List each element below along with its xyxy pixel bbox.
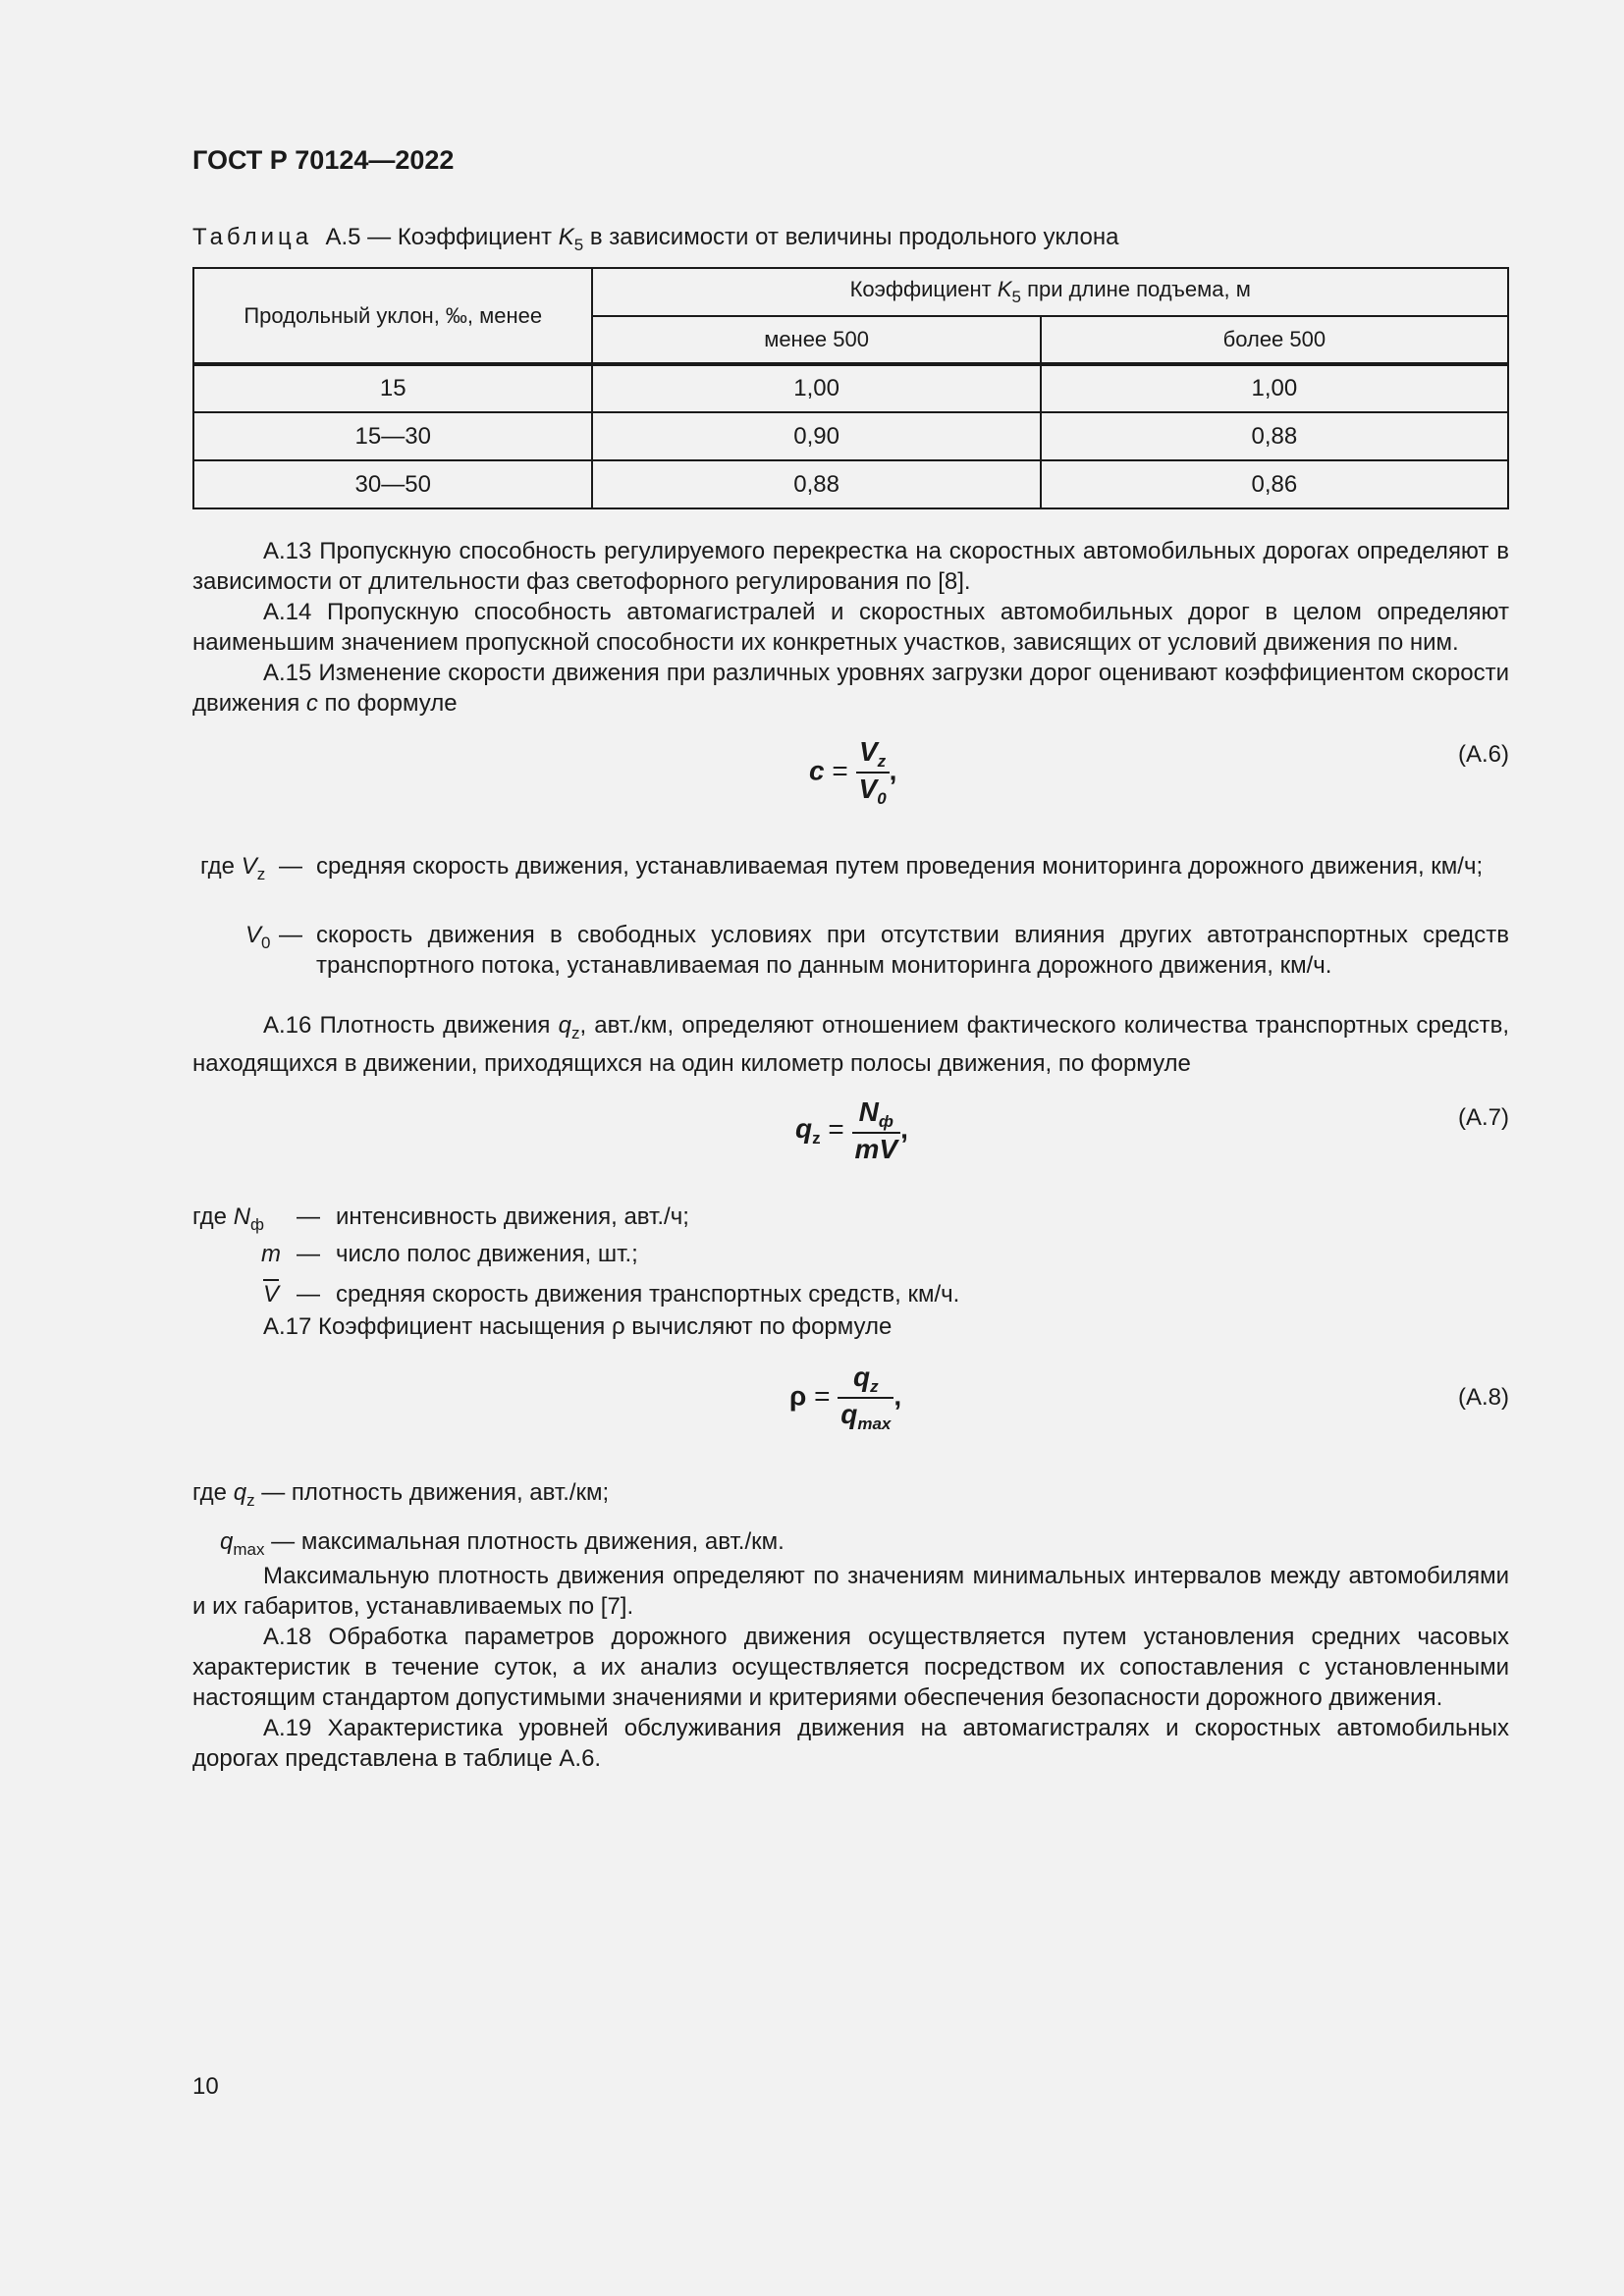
where-a8-qz-text: плотность движения, авт./км; [291,1479,610,1506]
document-header: ГОСТ Р 70124—2022 [192,145,455,175]
table-cell: 15—30 [193,412,592,460]
where-a7: где $N_ф$ — интенсивность движения, авт./ч; m — число полос движения, шт.; $\overline{V}$ — средняя скорость движения транспортных средств, км/ч. [192,1203,960,1308]
paragraphs-a18-a19 [192,1561,1509,1774]
table-cell: 0,86 [1041,460,1508,508]
col-header-slope: Продольный уклон, ‰, менее [193,268,592,364]
page-number: 10 [192,2073,219,2100]
where-a7-v-text: средняя скорость движения транспортных средств, км/ч. [336,1281,960,1308]
paragraph-max-density: Максимальную плотность движения определяют по значениям минимальных интервалов между автомобилями и их габаритов, устанавливаемых по [7]. [192,1563,1509,1620]
where-a7-n-text: интенсивность движения, авт./ч; [336,1203,689,1230]
table-cell: 0,88 [1041,412,1508,460]
group-header-coefficient: Коэффициент $K_5$ при длине подъема, м [592,268,1508,316]
table-row [193,364,1508,412]
paragraph-a16: А.16 Плотность движения $q_z$, авт./км, определяют отношением фактического количества транспортных средств, находящихся в движении, приходящихся на один километр полосы движения, по формуле [192,1012,1510,1077]
paragraph-a14: А.14 Пропускную способность автомагистралей и скоростных автомобильных дорог в целом определяют наименьшим значением пропускной способности их конкретных участков, зависящих от условий движения по ним. [192,599,1509,656]
table-cell: 1,00 [1041,364,1508,412]
formula-a8-number: (А.8) [1457,1384,1509,1411]
table-cell: 0,90 [592,412,1040,460]
paragraph-a15: А.15 Изменение скорости движения при различных уровнях загрузки дорог оценивают коэффициентом скорости движения c по формуле [192,660,1509,717]
table-cell: 15 [193,364,592,412]
paragraphs-a13-a15 [192,536,1509,719]
paragraph-a18: А.18 Обработка параметров дорожного движения осуществляется путем установления средних часовых характеристик в течение суток, а их анализ осуществляется посредством их сопоставления с установленными настоящим стандартом допустимыми значениями и критериями обеспечения безопасности дорожного движения. [192,1624,1509,1711]
formula-a7-number: (А.7) [1457,1104,1509,1131]
where-a6-vz-text: средняя скорость движения, устанавливаемая путем проведения мониторинга дорожного движения, км/ч; [316,853,1484,880]
formula-a6: c = $\frac{V_z}{V_0}$ , [809,736,897,808]
where-a8: где $q_z$ — плотность движения, авт./км; $q_{max}$ — максимальная плотность движения, авт./км. [192,1479,785,1559]
table-cell: 0,88 [592,460,1040,508]
paragraph-a19: А.19 Характеристика уровней обслуживания движения на автомагистралях и скоростных автомобильных дорогах представлена в таблице А.6. [192,1715,1509,1772]
table-cell: 1,00 [592,364,1040,412]
where-a8-qmax-text: максимальная плотность движения, авт./км. [300,1528,785,1555]
table-caption-label: Таблица [192,224,313,250]
formula-a6-number: (А.6) [1457,741,1509,768]
sub-header-more: более 500 [1041,316,1508,364]
where-a6-v0-text: скорость движения в свободных условиях при отсутствии влияния других автотранспортных средств транспортного потока, устанавливаемая по данным мониторинга дорожного движения, км/ч. [316,922,1509,979]
sub-header-less: менее 500 [592,316,1040,364]
formula-a8: ρ = $\frac{q_z}{q_{max}}$ , [789,1362,902,1433]
formula-a7: $q_z$ = $\frac{N_ф}{mV}$ , [795,1096,908,1164]
where-a6: где $V_z$ — средняя скорость движения, устанавливаемая путем проведения мониторинга дорожного движения, км/ч; $V_0$ — скорость движения в свободных условиях при отсутствии влияния других автотранспортных средств транспортного потока, устанавливаемая по данным мониторинга дорожного движения, км/ч. [200,853,1509,979]
paragraph-a17: А.17 Коэффициент насыщения ρ вычисляют по формуле [263,1313,893,1340]
table-row [193,460,1508,508]
table-caption-number: А.5 [325,224,361,250]
coefficient-table [192,267,1509,509]
where-a7-m-text: число полос движения, шт.; [336,1241,638,1267]
table-caption: Таблица А.5 — Коэффициент $K_5$ в зависимости от величины продольного уклона [192,224,1119,254]
paragraph-a13: А.13 Пропускную способность регулируемого перекрестка на скоростных автомобильных дорогах определяют в зависимости от длительности фаз светофорного регулирования по [8]. [192,538,1509,595]
table-row [193,412,1508,460]
table-cell: 30—50 [193,460,592,508]
